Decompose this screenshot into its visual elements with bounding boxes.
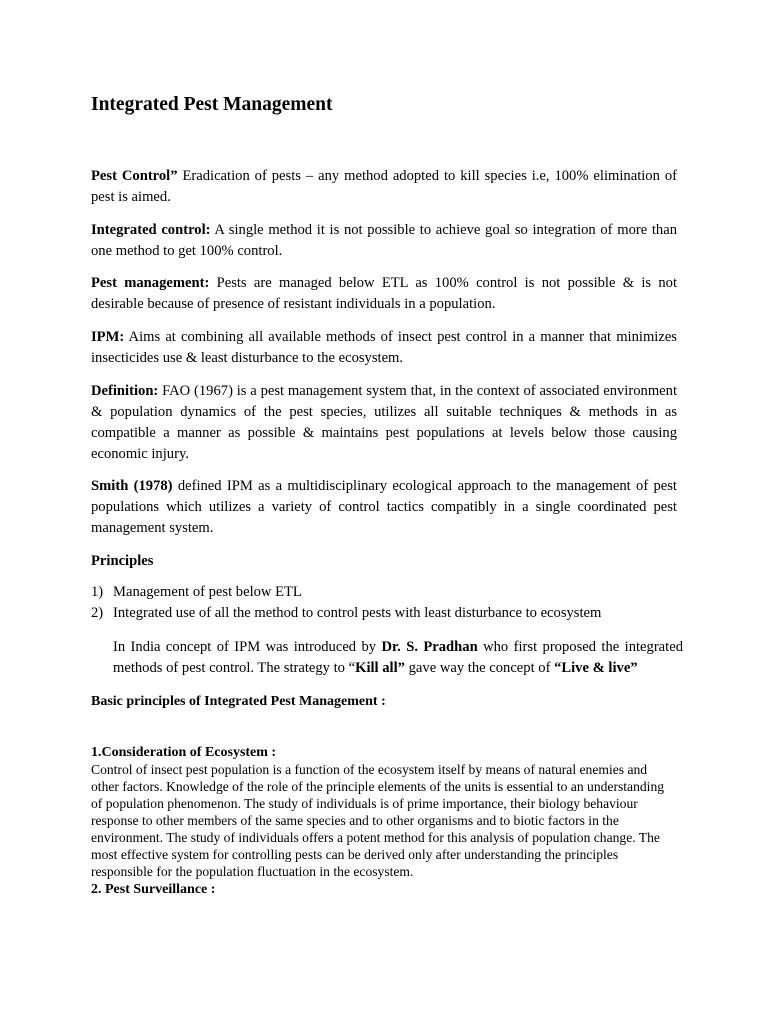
india-note-pradhan: Dr. S. Pradhan — [381, 639, 478, 655]
section-1-body: Control of insect pest population is a function of the ecosystem itself by means of natural enemies and other factors. Knowledge of the role of the principle elements of the units is essential to an understanding of population phenomenon. The study of individuals is of prime importance, their biology behaviour response to other members of the same species and to other organisms and to biotic factors in the environment. The study of individuals offers a potent method for this analysis of population change. The most effective system for controlling pests can be derived only after understanding the principles responsible for the population fluctuation in the ecosystem. — [91, 762, 665, 879]
term-smith: Smith (1978) — [91, 478, 173, 494]
text-pest-management: Pests are managed below ETL as 100% control is not possible & is not desirable because of presence of resistant individuals in a population. — [91, 275, 677, 312]
document-title: Integrated Pest Management — [91, 94, 333, 115]
text-smith: defined IPM as a multidisciplinary ecological approach to the management of pest populations which utilizes a variety of control tactics compatibly in a single coordinated pest management system. — [91, 478, 677, 536]
paragraph-india-note — [113, 637, 683, 679]
text-ipm: Aims at combining all available methods of insect pest control in a manner that minimizes insecticides use & least disturbance to the ecosystem. — [91, 329, 677, 366]
term-pest-management: Pest management: — [91, 275, 210, 291]
list-item — [91, 582, 601, 603]
paragraph-smith — [91, 476, 677, 539]
basic-principles-heading — [91, 691, 677, 712]
term-definition: Definition: — [91, 383, 159, 399]
list-item-text: Management of pest below ETL — [113, 584, 302, 600]
term-pest-control: Pest Control” — [91, 168, 178, 184]
india-note-live: “Live & live” — [554, 660, 638, 676]
term-ipm: IPM: — [91, 329, 125, 345]
basic-principles-heading-text: Basic principles of Integrated Pest Management : — [91, 694, 386, 709]
paragraph-ipm — [91, 327, 677, 369]
principles-heading-text: Principles — [91, 553, 154, 569]
section-2-title: 2. Pest Surveillance : — [91, 882, 216, 897]
india-note-text-3: gave way the concept of — [404, 660, 555, 676]
india-note-kill-all: Kill all” — [355, 660, 405, 676]
principles-heading — [91, 551, 677, 572]
section-1-title: 1.Consideration of Ecosystem : — [91, 745, 277, 760]
text-pest-control: Eradication of pests – any method adopted to kill species i.e, 100% elimination of pest is aimed. — [91, 168, 677, 205]
principles-list — [91, 582, 601, 624]
paragraph-definition — [91, 381, 677, 465]
list-item — [91, 603, 601, 624]
paragraph-pest-management — [91, 273, 677, 315]
list-item-number: 1) — [91, 584, 104, 600]
paragraph-integrated-control — [91, 220, 677, 262]
paragraph-pest-control — [91, 166, 677, 208]
list-item-number: 2) — [91, 605, 104, 621]
india-note-text-1: In India concept of IPM was introduced by — [113, 639, 382, 655]
text-integrated-control: A single method it is not possible to achieve goal so integration of more than one method to get 100% control. — [91, 222, 677, 259]
term-integrated-control: Integrated control: — [91, 222, 211, 238]
text-definition: FAO (1967) is a pest management system that, in the context of associated environment & population dynamics of the pest species, utilizes all suitable techniques & methods in as compatible a manner as possible & maintains pest populations at levels below those causing economic injury. — [91, 383, 677, 462]
india-note-text-2: who first proposed the integrated methods of pest control. The strategy to “ — [113, 639, 683, 676]
list-item-text: Integrated use of all the method to control pests with least disturbance to ecosystem — [113, 605, 602, 621]
